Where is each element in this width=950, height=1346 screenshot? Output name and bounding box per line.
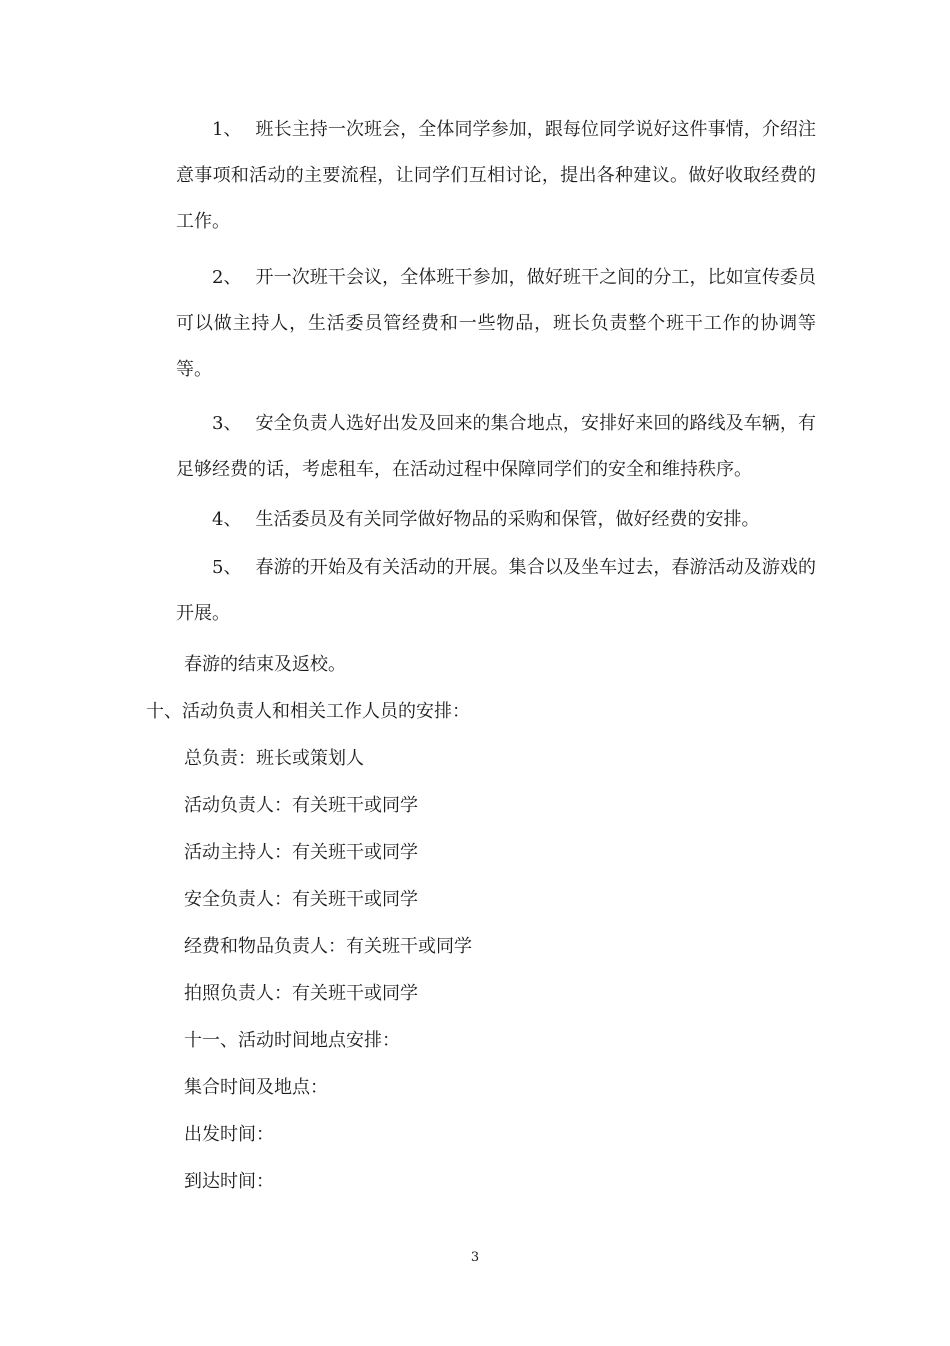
staff-item: 活动负责人：有关班干或同学	[184, 795, 418, 816]
step-2-text: 开一次班干会议，全体班干参加，做好班干之间的分工，比如宣传委员可以做主持人，生活委员管经费和一些物品，班长负责整个班干工作的协调等等。	[176, 267, 816, 380]
step-1-number: 1、	[212, 119, 242, 140]
schedule-item: 出发时间：	[184, 1124, 274, 1145]
staff-item: 经费和物品负责人：有关班干或同学	[184, 936, 472, 957]
schedule-item: 到达时间：	[184, 1171, 274, 1192]
step-2-paragraph	[176, 255, 816, 393]
schedule-item: 集合时间及地点：	[184, 1077, 328, 1098]
staff-item: 总负责：班长或策划人	[184, 748, 364, 769]
step-3-paragraph	[176, 401, 816, 493]
section-ten-heading: 十、活动负责人和相关工作人员的安排：	[146, 701, 470, 722]
staff-item: 拍照负责人：有关班干或同学	[184, 983, 418, 1004]
staff-item: 活动主持人：有关班干或同学	[184, 842, 418, 863]
step-3-text: 安全负责人选好出发及回来的集合地点，安排好来回的路线及车辆，有足够经费的话，考虑租车，在活动过程中保障同学们的安全和维持秩序。	[176, 413, 816, 480]
section-eleven-heading: 十一、活动时间地点安排：	[184, 1030, 400, 1051]
step-5-paragraph	[176, 545, 816, 637]
step-2-number: 2、	[212, 267, 242, 288]
staff-item: 安全负责人：有关班干或同学	[184, 889, 418, 910]
closing-line: 春游的结束及返校。	[184, 654, 346, 675]
page-number: 3	[470, 1250, 480, 1265]
step-5-number: 5、	[212, 557, 242, 578]
step-4-text: 生活委员及有关同学做好物品的采购和保管，做好经费的安排。	[255, 509, 760, 530]
step-1-text: 班长主持一次班会，全体同学参加，跟每位同学说好这件事情，介绍注意事项和活动的主要流程，让同学们互相讨论，提出各种建议。做好收取经费的工作。	[176, 119, 816, 232]
step-1-paragraph	[176, 107, 816, 245]
step-5-text: 春游的开始及有关活动的开展。集合以及坐车过去，春游活动及游戏的开展。	[176, 557, 816, 624]
step-4-paragraph	[176, 497, 816, 543]
step-3-number: 3、	[212, 413, 242, 434]
step-4-number: 4、	[212, 509, 242, 530]
